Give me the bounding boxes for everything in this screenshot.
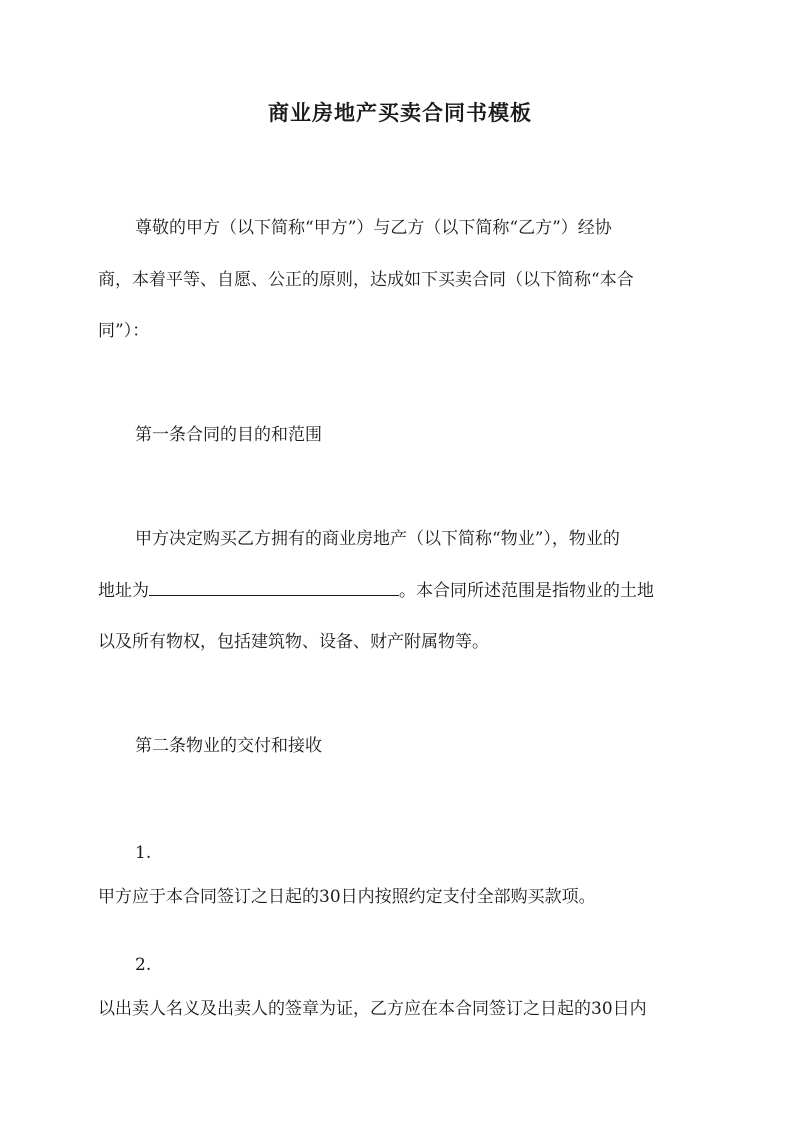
article2-heading: 第二条物业的交付和接收: [135, 736, 322, 756]
item1-text: 甲方应于本合同签订之日起的30日内按照约定支付全部购买款项。: [98, 887, 596, 907]
article1-line-1: 甲方决定购买乙方拥有的商业房地产（以下简称“物业”），物业的: [135, 529, 620, 549]
item2-text: 以出卖人名义及出卖人的签章为证，乙方应在本合同签订之日起的30日内: [98, 999, 647, 1019]
address-blank-field[interactable]: [149, 577, 399, 596]
document-title: 商业房地产买卖合同书模板: [268, 100, 532, 125]
item1-number: 1.: [135, 843, 152, 863]
article1-line-2: [98, 576, 708, 606]
address-label: 地址为: [98, 581, 149, 601]
intro-line-1: 尊敬的甲方（以下简称“甲方”）与乙方（以下简称“乙方”）经协: [135, 218, 612, 238]
address-suffix-text: 。本合同所述范围是指物业的土地: [399, 581, 654, 601]
intro-line-3: 同”）：: [98, 321, 150, 341]
article1-heading: 第一条合同的目的和范围: [135, 425, 322, 445]
article1-line-3: 以及所有物权，包括建筑物、设备、财产附属物等。: [98, 632, 489, 652]
item2-number: 2.: [135, 955, 152, 975]
intro-line-2: 商，本着平等、自愿、公正的原则，达成如下买卖合同（以下简称“本合: [98, 270, 634, 290]
